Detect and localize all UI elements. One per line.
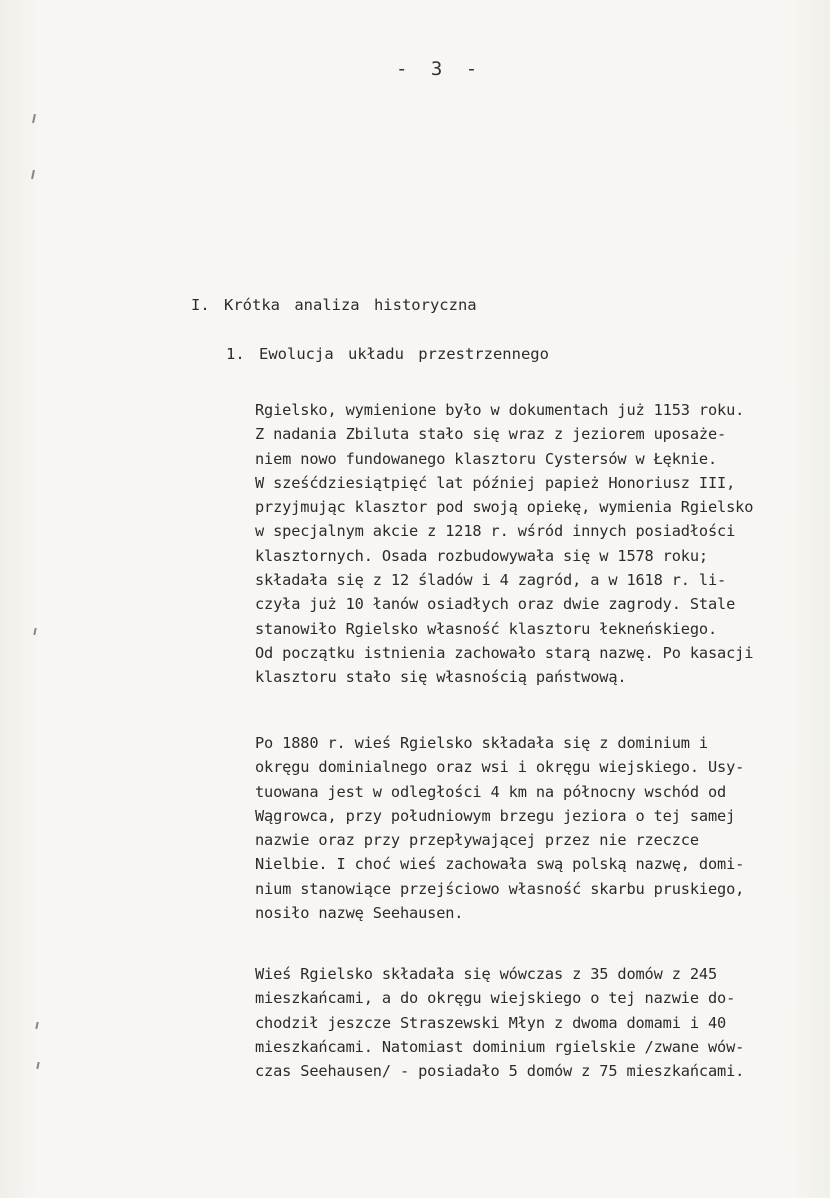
margin-mark <box>36 1062 39 1069</box>
paragraph-line: nium stanowiące przejściowo własność skarbu pruskiego, <box>255 879 745 898</box>
margin-mark <box>33 628 36 635</box>
paragraph-2 <box>255 731 815 925</box>
margin-mark <box>31 170 35 179</box>
subsection-heading: 1. Ewolucja układu przestrzennego <box>226 345 549 363</box>
paragraph-line: klasztornych. Osada rozbudowywała się w 1578 roku; <box>255 546 708 565</box>
paragraph-line: Z nadania Zbiluta stało się wraz z jeziorem uposaże- <box>255 425 727 444</box>
paragraph-line: klasztoru stało się własnością państwową. <box>255 668 627 687</box>
paragraph-line: tuowana jest w odległości 4 km na północny wschód od <box>255 782 727 801</box>
paragraph-line: nazwie oraz przy przepływającej przez nie rzeczce <box>255 831 699 850</box>
paragraph-line: czas Seehausen/ - posiadało 5 domów z 75 mieszkańcami. <box>255 1062 745 1081</box>
paragraph-3 <box>255 962 815 1083</box>
paragraph-line: W sześćdziesiątpięć lat później papież Honoriusz III, <box>255 473 736 492</box>
margin-mark <box>32 114 36 123</box>
paragraph-line: stanowiło Rgielsko własność klasztoru łekneńskiego. <box>255 619 718 638</box>
paragraph-line: mieszkańcami. Natomiast dominium rgielskie /zwane wów- <box>255 1037 745 1056</box>
paragraph-line: nosiło nazwę Seehausen. <box>255 904 464 923</box>
paragraph-line: Nielbie. I choć wieś zachowała swą polską nazwę, domi- <box>255 855 745 874</box>
paragraph-line: chodził jeszcze Straszewski Młyn z dwoma domami i 40 <box>255 1013 727 1032</box>
paragraph-line: Wieś Rgielsko składała się wówczas z 35 domów z 245 <box>255 965 718 983</box>
margin-mark <box>35 1022 38 1029</box>
paragraph-line: niem nowo fundowanego klasztoru Cystersów w Łęknie. <box>255 449 718 468</box>
paragraph-line: Od początku istnienia zachowało starą nazwę. Po kasacji <box>255 643 754 662</box>
paragraph-line: mieszkańcami, a do okręgu wiejskiego o tej nazwie do- <box>255 989 736 1008</box>
paragraph-line: czyła już 10 łanów osiadłych oraz dwie zagrody. Stale <box>255 595 736 614</box>
paragraph-1 <box>255 398 815 690</box>
paragraph-line: okręgu dominialnego oraz wsi i okręgu wiejskiego. Usy- <box>255 758 745 777</box>
page-number: - 3 - <box>396 58 484 80</box>
paragraph-line: Po 1880 r. wieś Rgielsko składała się z dominium i <box>255 734 708 752</box>
paragraph-line: w specjalnym akcie z 1218 r. wśród innych posiadłości <box>255 522 736 541</box>
section-heading: I. Krótka analiza historyczna <box>191 296 477 314</box>
paragraph-line: Rgielsko, wymienione było w dokumentach już 1153 roku. <box>255 401 745 419</box>
paragraph-line: przyjmując klasztor pod swoją opiekę, wymienia Rgielsko <box>255 498 754 517</box>
paragraph-line: Wągrowca, przy południowym brzegu jeziora o tej samej <box>255 806 736 825</box>
paragraph-line: składała się z 12 śladów i 4 zagród, a w 1618 r. li- <box>255 571 727 590</box>
